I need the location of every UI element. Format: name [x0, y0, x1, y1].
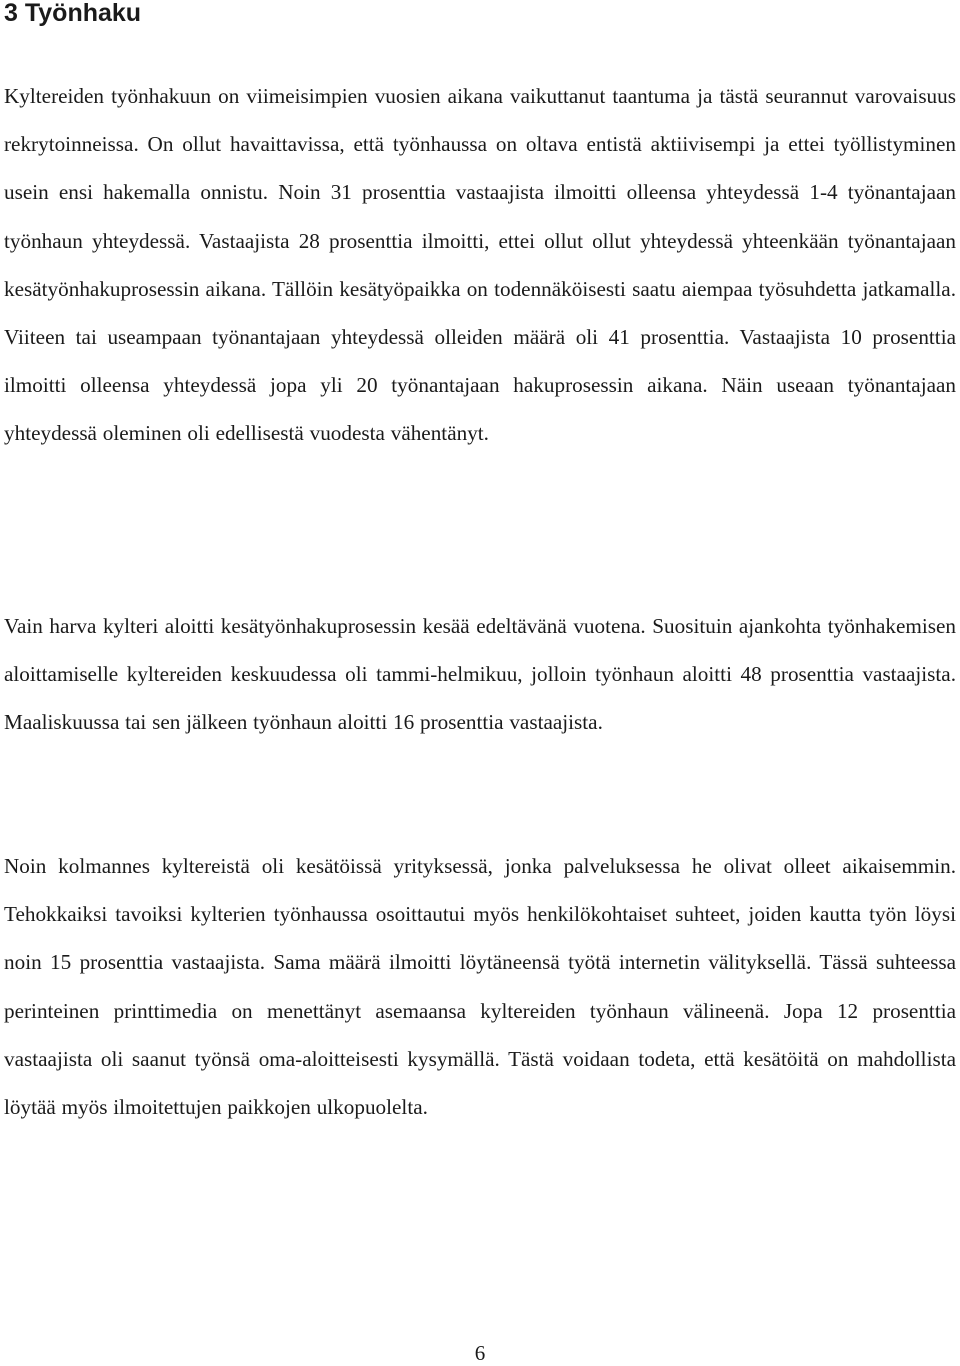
paragraph-2: Vain harva kylteri aloitti kesätyönhakuprosessin kesää edeltävänä vuotena. Suosituin ajankohta työnhakemisen aloittamiselle kyltereiden keskuudessa oli tammi-helmikuu, jolloin työnhaun aloitti 48 prosenttia vastaajista. Maaliskuussa tai sen jälkeen työnhaun aloitti 16 prosenttia vastaajista. [4, 614, 956, 735]
paragraph-1: Kyltereiden työnhakuun on viimeisimpien vuosien aikana vaikuttanut taantuma ja tästä seurannut varovaisuus rekrytoinneissa. On ollut havaittavissa, että työnhaussa on oltava entistä aktiivisempi ja ettei työllistyminen usein ensi hakemalla onnistu. Noin 31 prosenttia vastaajista ilmoitti olleensa yhteydessä 1-4 työnantajaan työnhaun yhteydessä. Vastaajista 28 prosenttia ilmoitti, ettei ollut ollut yhteydessä yhteenkään työnantajaan kesätyönhakuprosessin aikana. Tällöin kesätyöpaikka on todennäköisesti saatu aiempaa työsuhdetta jatkamalla. Viiteen tai useampaan työnantajaan yhteydessä olleiden määrä oli 41 prosenttia. Vastaajista 10 prosenttia ilmoitti olleensa yhteydessä jopa yli 20 työnantajaan hakuprosessin aikana. Näin useaan työnantajaan yhteydessä oleminen oli edellisestä vuodesta vähentänyt. [4, 84, 956, 446]
section-heading: 3 Työnhaku [4, 0, 142, 27]
paragraph-3: Noin kolmannes kyltereistä oli kesätöissä yrityksessä, jonka palveluksessa he olivat olleet aikaisemmin. Tehokkaiksi tavoiksi kylterien työnhaussa osoittautui myös henkilökohtaiset suhteet, joiden kautta työn löysi noin 15 prosenttia vastaajista. Sama määrä ilmoitti löytäneensä työtä internetin välityksellä. Tässä suhteessa perinteinen printtimedia on menettänyt asemaansa kyltereiden työnhaun välineenä. Jopa 12 prosenttia vastaajista oli saanut työnsä oma-aloitteisesti kysymällä. Tästä voidaan todeta, että kesätöitä on mahdollista löytää myös ilmoitettujen paikkojen ulkopuolelta. [4, 854, 956, 1120]
page-number: 6 [474, 1341, 486, 1365]
